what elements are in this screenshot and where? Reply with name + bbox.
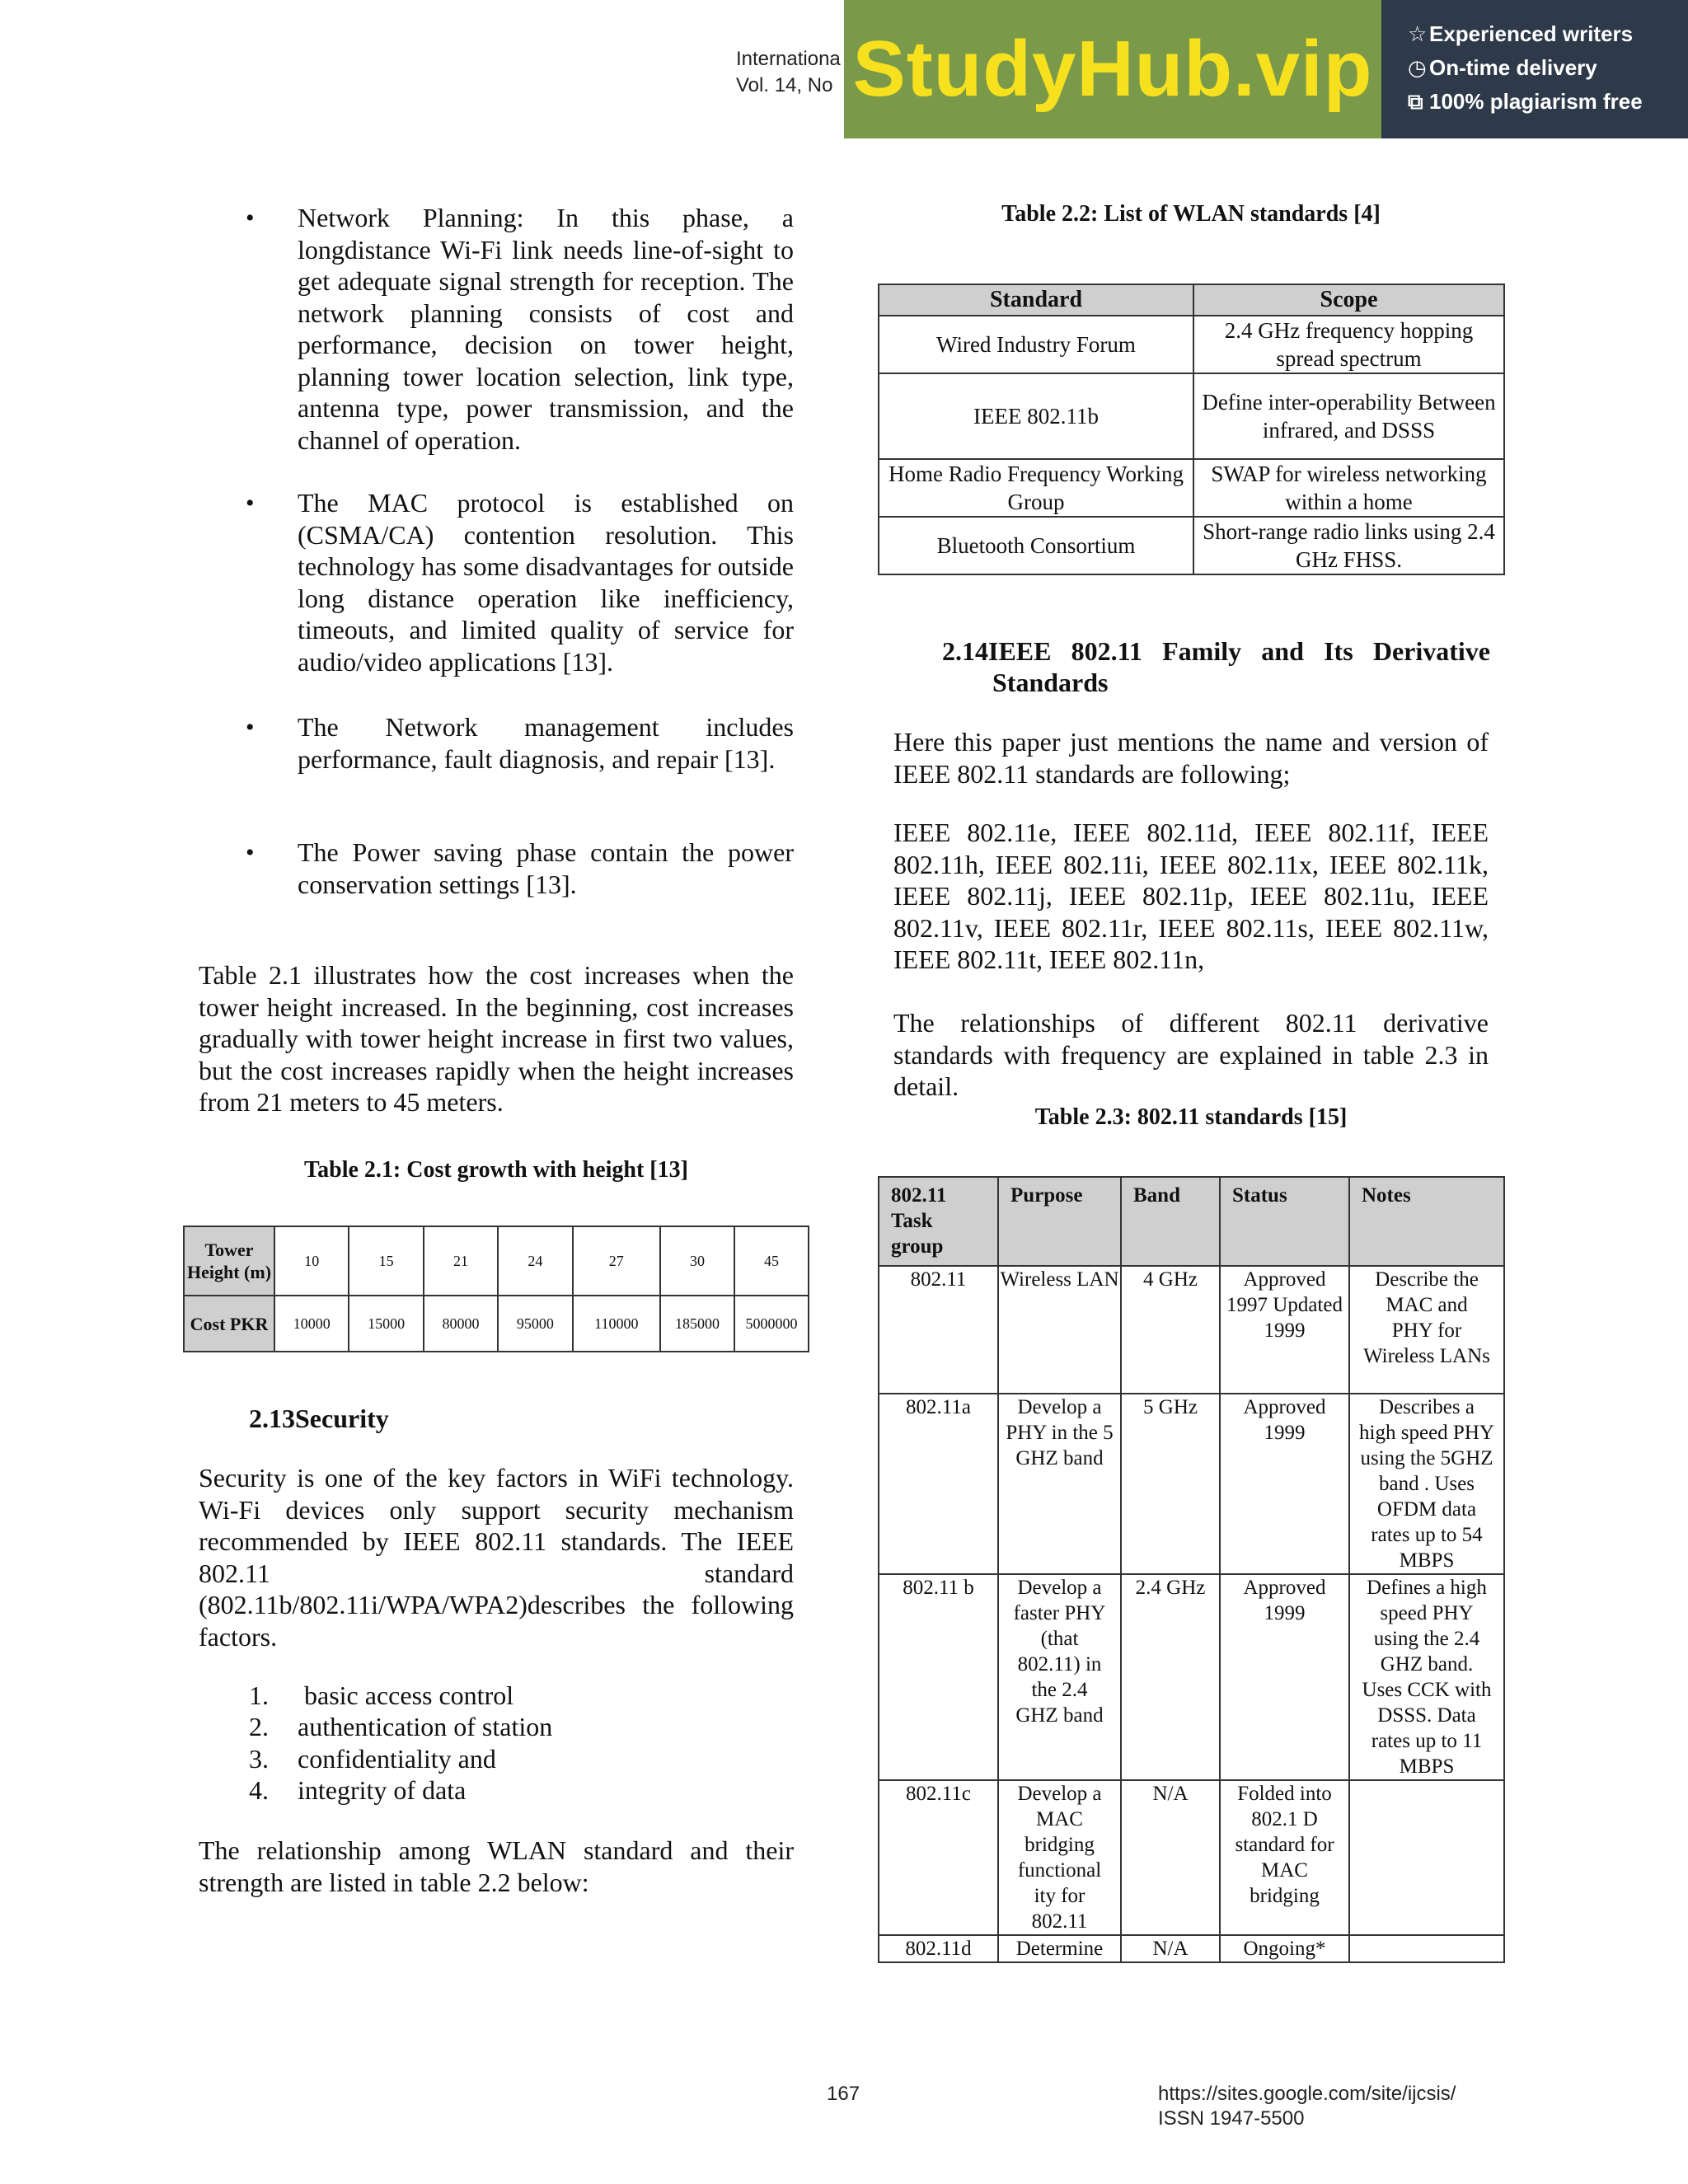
table-cell: 5 GHz <box>1121 1394 1220 1574</box>
column-header-band: Band <box>1121 1177 1220 1266</box>
section-heading-2-14-line2: Standards <box>992 668 1109 697</box>
list-number: 4. <box>249 1775 269 1805</box>
table-cell: Define inter-operability Between infrared, and DSSS <box>1193 373 1504 459</box>
bullet-dot: • <box>246 839 255 866</box>
copy-icon: ⧉ <box>1408 89 1423 114</box>
table-cell: SWAP for wireless networking within a home <box>1193 459 1504 517</box>
table-cell: Folded into 802.1 D standard for MAC bridging <box>1220 1780 1349 1935</box>
list-number: 1. <box>249 1680 269 1710</box>
feature-text: On-time delivery <box>1429 55 1597 80</box>
paragraph-relationships: The relationships of different 802.11 derivative standards with frequency are explained in table 2.3 in detail. <box>893 1008 1489 1101</box>
feature-text: Experienced writers <box>1429 21 1634 46</box>
table-cell: 95000 <box>498 1296 572 1352</box>
table-cell: 27 <box>573 1226 660 1296</box>
table-cell: Wired Industry Forum <box>879 316 1193 373</box>
bullet-dot: • <box>246 204 255 232</box>
list-number: 3. <box>249 1744 269 1774</box>
table-cell: Develop a MAC bridging functional ity for 802.11 <box>998 1780 1121 1935</box>
footer-issn: ISSN 1947-5500 <box>1158 2107 1305 2130</box>
table-cell <box>1349 1935 1504 1962</box>
list-item: integrity of data <box>298 1775 467 1805</box>
feature-item <box>1408 89 1688 123</box>
table-cell: N/A <box>1121 1935 1220 1962</box>
table-cell: Approved 1999 <box>1220 1574 1349 1780</box>
bullet-network-planning: Network Planning: In this phase, a longdistance Wi-Fi link needs line-of-sight to get adequate signal strength for reception. The network planning consists of cost and performance, decision on tower height, planning tower location selection, link type, antenna type, power transmission, and the channel of operation. <box>298 203 794 455</box>
star-icon: ☆ <box>1408 21 1428 46</box>
table-cell: 80000 <box>424 1296 498 1352</box>
column-header-scope: Scope <box>1193 284 1504 316</box>
journal-title-line1: Internationa <box>736 48 841 70</box>
table-cell: 30 <box>660 1226 734 1296</box>
column-header-status: Status <box>1220 1177 1349 1266</box>
table-2-1-cost-height <box>183 1226 809 1352</box>
table-2-3-caption: Table 2.3: 802.11 standards [15] <box>1034 1104 1348 1130</box>
table-cell: 5000000 <box>734 1296 809 1352</box>
table-cell: Develop a faster PHY (that 802.11) in the 2.4 GHZ band <box>998 1574 1121 1780</box>
list-number: 2. <box>249 1712 269 1741</box>
paragraph-security: Security is one of the key factors in WiFi technology. Wi-Fi devices only support security mechanism recommended by IEEE 802.11 standards. The IEEE 802.11 standard (802.11b/802.11i/WPA/WPA2)describes the following factors. <box>199 1463 794 1652</box>
banner-features <box>1381 0 1688 138</box>
table-cell: 802.11d <box>879 1935 998 1962</box>
table-cell: Bluetooth Consortium <box>879 517 1193 574</box>
table-2-1-caption: Table 2.1: Cost growth with height [13] <box>304 1157 688 1183</box>
table-cell: 24 <box>498 1226 572 1296</box>
table-cell: 802.11a <box>879 1394 998 1574</box>
table-cell: 185000 <box>660 1296 734 1352</box>
footer-url[interactable]: https://sites.google.com/site/ijcsis/ <box>1158 2083 1456 2105</box>
table-cell: Wireless LAN <box>998 1266 1121 1394</box>
bullet-dot: • <box>246 490 255 517</box>
logo-text: StudyHub.vip <box>852 25 1373 113</box>
list-item: basic access control <box>298 1680 514 1710</box>
table-cell: 45 <box>734 1226 809 1296</box>
table-cell: 10000 <box>274 1296 349 1352</box>
row-header-cost: Cost PKR <box>184 1296 274 1352</box>
table-2-2-caption: Table 2.2: List of WLAN standards [4] <box>1001 201 1381 227</box>
table-cell: Determine <box>998 1935 1121 1962</box>
row-header-tower-height: Tower Height (m) <box>184 1226 274 1296</box>
studyhub-logo[interactable] <box>844 0 1381 138</box>
table-cell: 15000 <box>349 1296 423 1352</box>
table-cell: 10 <box>274 1226 349 1296</box>
page-number: 167 <box>827 2083 860 2105</box>
column-header-notes: Notes <box>1349 1177 1504 1266</box>
table-cell: 802.11c <box>879 1780 998 1935</box>
section-heading-security: 2.13Security <box>249 1404 389 1433</box>
column-header-task-group: 802.11 Task group <box>879 1177 998 1266</box>
feature-item <box>1408 55 1688 89</box>
table-cell: 110000 <box>573 1296 660 1352</box>
studyhub-banner[interactable] <box>844 0 1688 138</box>
table-cell: Develop a PHY in the 5 GHZ band <box>998 1394 1121 1574</box>
table-cell: 802.11 b <box>879 1574 998 1780</box>
table-cell: 802.11 <box>879 1266 998 1394</box>
column-header-purpose: Purpose <box>998 1177 1121 1266</box>
section-heading-2-14-line1: 2.14IEEE 802.11 Family and Its Derivative <box>942 636 1490 666</box>
table-cell: IEEE 802.11b <box>879 373 1193 459</box>
table-cell: Describes a high speed PHY using the 5GHZ band . Uses OFDM data rates up to 54 MBPS <box>1349 1394 1504 1574</box>
paragraph-intro: Here this paper just mentions the name and version of IEEE 802.11 standards are following; <box>893 727 1489 789</box>
table-cell: 15 <box>349 1226 423 1296</box>
table-cell: 2.4 GHz frequency hopping spread spectrum <box>1193 316 1504 373</box>
bullet-power-saving: The Power saving phase contain the power conservation settings [13]. <box>298 837 794 899</box>
list-item: confidentiality and <box>298 1744 496 1774</box>
paragraph-standards-list: IEEE 802.11e, IEEE 802.11d, IEEE 802.11f, IEEE 802.11h, IEEE 802.11i, IEEE 802.11x, IEEE 802.11k, IEEE 802.11j, IEEE 802.11p, IEEE 802.11u, IEEE 802.11v, IEEE 802.11r, IEEE 802.11s, IEEE 802.11w, IEEE 802.11t, IEEE 802.11n, <box>893 818 1489 974</box>
table-cell <box>1349 1780 1504 1935</box>
bullet-network-management: The Network management includes performance, fault diagnosis, and repair [13]. <box>298 712 794 774</box>
table-cell: Ongoing* <box>1220 1935 1349 1962</box>
table-2-2-wlan-standards <box>878 284 1505 575</box>
table-cell: 2.4 GHz <box>1121 1574 1220 1780</box>
table-cell: Approved 1997 Updated 1999 <box>1220 1266 1349 1394</box>
journal-title-line2: Vol. 14, No <box>736 74 833 96</box>
table-cell: Describe the MAC and PHY for Wireless LANs <box>1349 1266 1504 1394</box>
paragraph-wlan-relationship: The relationship among WLAN standard and their strength are listed in table 2.2 below: <box>199 1835 794 1897</box>
table-cell: Short-range radio links using 2.4 GHz FHSS. <box>1193 517 1504 574</box>
feature-item <box>1408 21 1688 55</box>
table-cell: 4 GHz <box>1121 1266 1220 1394</box>
table-cell: Approved 1999 <box>1220 1394 1349 1574</box>
table-cell: N/A <box>1121 1780 1220 1935</box>
list-item: authentication of station <box>298 1712 553 1741</box>
table-cell: Home Radio Frequency Working Group <box>879 459 1193 517</box>
table-cell: 21 <box>424 1226 498 1296</box>
bullet-dot: • <box>246 714 255 741</box>
bullet-mac-protocol: The MAC protocol is established on (CSMA/CA) contention resolution. This technology has some disadvantages for outside long distance operation like inefficiency, timeouts, and limited quality of service for audio/video applications [13]. <box>298 488 794 677</box>
clock-icon: ◷ <box>1408 55 1427 80</box>
feature-text: 100% plagiarism free <box>1429 89 1643 114</box>
table-2-3-80211-standards <box>878 1176 1505 1963</box>
table-cell: Defines a high speed PHY using the 2.4 GHZ band. Uses CCK with DSSS. Data rates up to 11 MBPS <box>1349 1574 1504 1780</box>
column-header-standard: Standard <box>879 284 1193 316</box>
paragraph-cost-increase: Table 2.1 illustrates how the cost increases when the tower height increased. In the beginning, cost increases gradually with tower height increase in first two values, but the cost increases rapidly when the height increases from 21 meters to 45 meters. <box>199 960 794 1117</box>
